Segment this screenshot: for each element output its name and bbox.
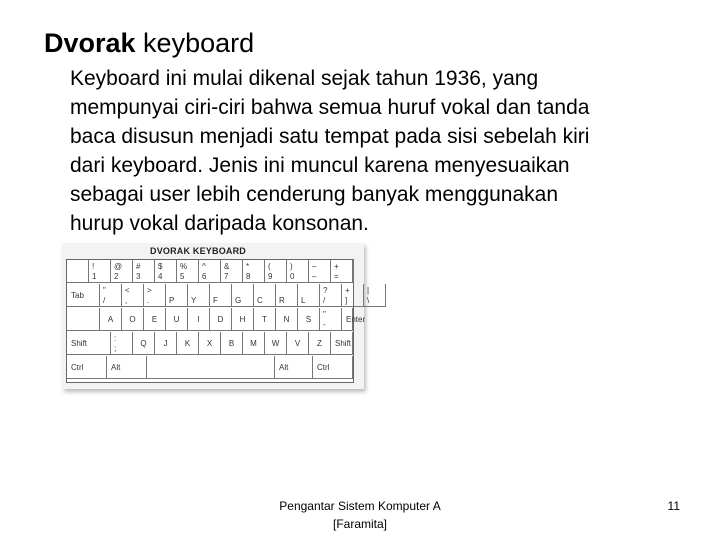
key-alt-right: Alt — [275, 356, 313, 379]
key-top-row: R — [276, 284, 298, 307]
keyboard-figure-title: DVORAK KEYBOARD — [150, 246, 247, 256]
key-number-row: $ 4 — [155, 260, 177, 283]
key-bottom-row: B — [221, 332, 243, 355]
key-tab: Tab — [67, 284, 100, 307]
key-top-row: Y — [188, 284, 210, 307]
key-top-row: G — [232, 284, 254, 307]
key-home-row: S — [298, 308, 320, 331]
key-number-row: # 3 — [133, 260, 155, 283]
key-number-row: – – — [309, 260, 331, 283]
key-home-row: T — [254, 308, 276, 331]
key-number-row: ) 0 — [287, 260, 309, 283]
key-ctrl-right: Ctrl — [313, 356, 353, 379]
key-home-row: U — [166, 308, 188, 331]
key-top-row: L — [298, 284, 320, 307]
body-line: dari keyboard. Jenis ini muncul karena menyesuaikan — [70, 154, 570, 177]
key-number-row: ( 9 — [265, 260, 287, 283]
key-caps — [67, 308, 100, 331]
key-bottom-row: W — [265, 332, 287, 355]
key-home-row: I — [188, 308, 210, 331]
key-bottom-row: V — [287, 332, 309, 355]
key-number-row: & 7 — [221, 260, 243, 283]
keyboard-row — [67, 308, 366, 332]
keyboard-row — [67, 356, 353, 380]
key-number-row: ^ 6 — [199, 260, 221, 283]
key-home-row: D — [210, 308, 232, 331]
dvorak-keyboard-diagram — [66, 259, 370, 383]
key-top-row: F — [210, 284, 232, 307]
key-shift-right: Shift — [331, 332, 353, 355]
key-home-row: N — [276, 308, 298, 331]
key-number-row: @ 2 — [111, 260, 133, 283]
body-line: mempunyai ciri-ciri bahwa semua huruf vokal dan tanda — [70, 96, 590, 119]
key-delete — [353, 260, 354, 283]
key-top-row: C — [254, 284, 276, 307]
footer-course: Pengantar Sistem Komputer A — [279, 499, 441, 513]
body-line: sebagai user lebih cenderung banyak menggunakan — [70, 183, 559, 206]
key-bottom-row: X — [199, 332, 221, 355]
key-bottom-row: Z — [309, 332, 331, 355]
footer-author: [Faramita] — [332, 517, 387, 531]
key-space — [147, 356, 275, 379]
key-number-row: * 8 — [243, 260, 265, 283]
key-number-row: ! 1 — [89, 260, 111, 283]
key-ctrl-left: Ctrl — [67, 356, 107, 379]
body-line: baca disusun menjadi satu tempat pada sisi sebelah kiri — [70, 125, 590, 148]
key-home-row: O — [122, 308, 144, 331]
key-bottom-row: Q — [133, 332, 155, 355]
key-number-row — [67, 260, 89, 283]
key-bottom-row: J — [155, 332, 177, 355]
key-top-row: P — [166, 284, 188, 307]
slide-body — [70, 64, 700, 238]
key-number-row: % 5 — [177, 260, 199, 283]
title-rest: keyboard — [135, 28, 255, 58]
page-number: 11 — [667, 499, 680, 513]
slide-title — [44, 27, 254, 59]
key-colon: : ; — [111, 332, 133, 355]
key-enter: Enter — [342, 308, 353, 331]
key-bottom-row: K — [177, 332, 199, 355]
key-alt-left: Alt — [107, 356, 147, 379]
key-top-row: > . — [144, 284, 166, 307]
keyboard-row — [67, 284, 370, 308]
key-bottom-row: M — [243, 332, 265, 355]
key-top-row: ? / — [320, 284, 342, 307]
keyboard-row — [67, 260, 353, 284]
key-quote: " - — [320, 308, 342, 331]
key-number-row: + = — [331, 260, 353, 283]
key-top-row: < , — [122, 284, 144, 307]
body-line: Keyboard ini mulai dikenal sejak tahun 1936, yang — [70, 67, 539, 90]
key-home-row: E — [144, 308, 166, 331]
key-top-row: " / — [100, 284, 122, 307]
footer — [240, 497, 480, 533]
body-line: hurup vokal daripada konsonan. — [70, 212, 369, 235]
key-home-row: H — [232, 308, 254, 331]
key-top-row: + ] — [342, 284, 364, 307]
key-shift-left: Shift — [67, 332, 111, 355]
key-top-row: | \ — [364, 284, 386, 307]
title-bold: Dvorak — [44, 28, 136, 58]
key-home-row: A — [100, 308, 122, 331]
keyboard-row — [67, 332, 353, 356]
